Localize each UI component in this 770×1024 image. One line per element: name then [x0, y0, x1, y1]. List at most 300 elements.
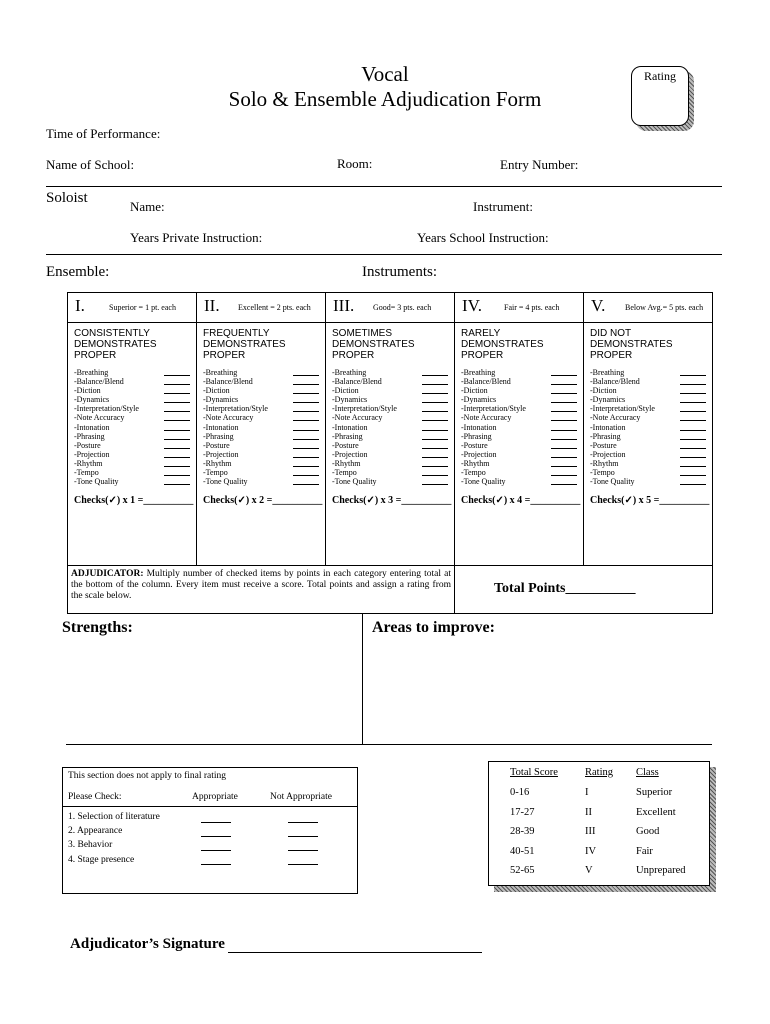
criteria-row — [74, 395, 190, 404]
check-blank[interactable] — [551, 404, 577, 412]
check-blank[interactable] — [164, 404, 190, 412]
check-blank[interactable] — [293, 386, 319, 394]
criteria-row — [590, 441, 706, 450]
room-label: Room: — [337, 156, 373, 171]
criteria-row — [590, 468, 706, 477]
criteria-label: -Dynamics — [590, 395, 626, 405]
check-blank[interactable] — [680, 450, 706, 458]
criteria-row — [461, 413, 577, 422]
scale-cell: Good — [636, 826, 660, 837]
criteria-label: -Note Accuracy — [74, 413, 125, 423]
scale-cell: Fair — [636, 845, 653, 857]
divider — [46, 186, 722, 187]
check-blank[interactable] — [164, 377, 190, 385]
criteria-row — [590, 395, 706, 404]
total-divider — [454, 565, 455, 614]
criteria-label: -Breathing — [203, 368, 238, 377]
criteria-label: -Interpretation/Style — [590, 404, 655, 414]
criteria-label: -Projection — [461, 449, 497, 459]
criteria-label: -Interpretation/Style — [74, 404, 139, 414]
soloist-label: Soloist — [46, 190, 88, 206]
school-name-label: Name of School: — [46, 157, 135, 172]
scale-cell: 28-39 — [510, 826, 535, 837]
check-blank[interactable] — [680, 386, 706, 394]
checks-total-field[interactable]: Checks(✓) x 5 =__________ — [590, 495, 710, 506]
criteria-label: -Tone Quality — [590, 477, 635, 487]
criteria-row — [590, 459, 706, 468]
check-blank[interactable] — [551, 450, 577, 458]
description-line: PROPER — [203, 350, 246, 361]
criteria-label: -Note Accuracy — [332, 413, 383, 423]
criteria-label: -Diction — [461, 386, 488, 396]
criteria-label: -Posture — [203, 440, 230, 450]
description-line: DEMONSTRATES — [332, 339, 415, 350]
criteria-list — [332, 368, 448, 486]
criteria-row — [74, 432, 190, 441]
criteria-label: -Intonation — [332, 422, 368, 432]
criteria-label: -Tempo — [332, 468, 357, 478]
grid-bottom-line — [67, 565, 713, 566]
criteria-row — [74, 459, 190, 468]
criteria-row — [203, 377, 319, 386]
criteria-row — [203, 404, 319, 413]
criteria-row — [203, 459, 319, 468]
criteria-label: -Note Accuracy — [203, 413, 254, 423]
criteria-list — [590, 368, 706, 486]
check-blank[interactable] — [164, 395, 190, 403]
criteria-label: -Tone Quality — [74, 477, 119, 487]
column-description — [203, 328, 286, 361]
divider — [62, 806, 358, 807]
criteria-row — [74, 377, 190, 386]
check-blank[interactable] — [680, 395, 706, 403]
criteria-label: -Phrasing — [74, 431, 105, 441]
check-blank[interactable] — [164, 413, 190, 421]
description-line: DEMONSTRATES — [74, 339, 157, 350]
criteria-row — [461, 468, 577, 477]
criteria-label: -Phrasing — [203, 431, 234, 441]
check-blank[interactable] — [551, 423, 577, 431]
criteria-label: -Projection — [74, 449, 110, 459]
check-blank[interactable] — [551, 368, 577, 376]
check-blank[interactable] — [551, 459, 577, 467]
criteria-row — [332, 423, 448, 432]
criteria-label: -Balance/Blend — [590, 377, 640, 387]
column-points: Excellent = 2 pts. each — [238, 303, 311, 312]
criteria-label: -Phrasing — [461, 431, 492, 441]
checks-total-field[interactable]: Checks(✓) x 2 =__________ — [203, 495, 323, 506]
criteria-row — [203, 386, 319, 395]
instruments-label: Instruments: — [362, 264, 437, 280]
description-line: RARELY — [461, 328, 501, 339]
check-blank[interactable] — [422, 477, 448, 485]
criteria-row — [461, 423, 577, 432]
entry-number-label: Entry Number: — [500, 157, 579, 172]
column-points: Below Avg.= 5 pts. each — [625, 303, 704, 312]
criteria-row — [74, 404, 190, 413]
check-blank[interactable] — [293, 432, 319, 440]
criteria-label: -Dynamics — [203, 395, 239, 405]
check-blank[interactable] — [680, 477, 706, 485]
check-blank[interactable] — [293, 395, 319, 403]
criteria-label: -Breathing — [332, 368, 367, 377]
criteria-row — [332, 377, 448, 386]
check-blank[interactable] — [164, 423, 190, 431]
check-blank[interactable] — [551, 413, 577, 421]
appropriate-blank[interactable] — [201, 836, 231, 837]
criteria-row — [203, 432, 319, 441]
checks-total-field[interactable]: Checks(✓) x 1 =__________ — [74, 495, 194, 506]
column-points: Fair = 4 pts. each — [504, 303, 560, 312]
adjudicator-note: Multiply number of checked items by points in each category entering total at the bottom of the column. Every item must receive a score. Total points and assign a rating from the scale below. — [71, 569, 451, 601]
form-title: Vocal — [361, 62, 409, 86]
check-blank[interactable] — [164, 441, 190, 449]
check-blank[interactable] — [551, 386, 577, 394]
criteria-label: -Posture — [74, 440, 101, 450]
check-blank[interactable] — [293, 477, 319, 485]
scale-cell: 0-16 — [510, 787, 530, 798]
criteria-label: -Interpretation/Style — [332, 404, 397, 414]
criteria-row — [74, 468, 190, 477]
check-blank[interactable] — [551, 477, 577, 485]
scale-header: Total Score — [510, 767, 558, 778]
description-line: PROPER — [590, 350, 633, 361]
criteria-row — [332, 395, 448, 404]
criteria-row — [461, 395, 577, 404]
criteria-label: -Balance/Blend — [332, 377, 382, 387]
scale-cell: II — [585, 806, 592, 818]
check-blank[interactable] — [293, 468, 319, 476]
criteria-row — [461, 441, 577, 450]
column-numeral: IV. — [462, 296, 482, 315]
criteria-row — [461, 404, 577, 413]
column-numeral: V. — [591, 296, 606, 315]
criteria-row — [203, 477, 319, 486]
criteria-label: -Posture — [332, 440, 359, 450]
criteria-label: -Tone Quality — [203, 477, 248, 487]
areas-to-improve-heading: Areas to improve: — [372, 619, 495, 636]
appropriate-blank[interactable] — [201, 864, 231, 865]
check-blank[interactable] — [164, 459, 190, 467]
criteria-label: -Projection — [590, 449, 626, 459]
scale-cell: 40-51 — [510, 845, 535, 857]
criteria-label: -Dynamics — [332, 395, 368, 405]
criteria-row — [461, 377, 577, 386]
column-description — [461, 328, 544, 361]
soloist-name-label: Name: — [130, 199, 165, 214]
criteria-label: -Tone Quality — [332, 477, 377, 487]
signature-line[interactable] — [228, 952, 482, 953]
criteria-row — [590, 413, 706, 422]
criteria-row — [590, 450, 706, 459]
criteria-row — [74, 413, 190, 422]
not-appropriate-blank[interactable] — [288, 850, 318, 851]
checks-total-field[interactable]: Checks(✓) x 4 =__________ — [461, 495, 581, 506]
criteria-row — [332, 404, 448, 413]
criteria-row — [203, 423, 319, 432]
scale-cell: IV — [585, 845, 597, 857]
total-points-field[interactable]: Total Points__________ — [494, 581, 636, 596]
appropriate-header: Appropriate — [192, 792, 238, 802]
scale-cell: III — [585, 826, 596, 837]
check-blank[interactable] — [551, 395, 577, 403]
check-blank[interactable] — [164, 368, 190, 376]
check-blank[interactable] — [293, 404, 319, 412]
criteria-row — [74, 368, 190, 377]
rating-column — [583, 292, 712, 565]
column-numeral: III. — [333, 296, 355, 315]
check-blank[interactable] — [422, 468, 448, 476]
check-blank[interactable] — [293, 441, 319, 449]
criteria-label: -Posture — [590, 440, 617, 450]
description-line: DEMONSTRATES — [590, 339, 673, 350]
criteria-label: -Rhythm — [203, 458, 232, 468]
criteria-row — [203, 450, 319, 459]
description-line: PROPER — [74, 350, 117, 361]
criteria-list — [461, 368, 577, 486]
description-line: DID NOT — [590, 328, 632, 339]
check-blank[interactable] — [422, 459, 448, 467]
check-blank[interactable] — [551, 377, 577, 385]
criteria-row — [332, 413, 448, 422]
check-blank[interactable] — [164, 386, 190, 394]
divider — [46, 254, 722, 255]
criteria-label: -Diction — [590, 386, 617, 396]
criteria-label: -Tempo — [590, 468, 615, 478]
non-rating-note: This section does not apply to final rating — [68, 771, 227, 781]
criteria-row — [332, 368, 448, 377]
scale-cell: I — [585, 787, 589, 798]
check-blank[interactable] — [164, 432, 190, 440]
scale-cell: Excellent — [636, 806, 676, 818]
check-blank[interactable] — [422, 386, 448, 394]
check-blank[interactable] — [293, 459, 319, 467]
criteria-label: -Balance/Blend — [461, 377, 511, 387]
scale-cell: 52-65 — [510, 865, 535, 876]
scale-header: Class — [636, 767, 659, 778]
check-blank[interactable] — [422, 368, 448, 376]
years-school-label: Years School Instruction: — [417, 230, 549, 245]
check-blank[interactable] — [164, 450, 190, 458]
scale-cell: Superior — [636, 787, 673, 798]
check-blank[interactable] — [164, 468, 190, 476]
time-of-performance-label: Time of Performance: — [46, 126, 161, 141]
criteria-row — [203, 413, 319, 422]
criteria-label: -Tempo — [461, 468, 486, 478]
check-blank[interactable] — [680, 368, 706, 376]
description-line: PROPER — [332, 350, 375, 361]
check-blank[interactable] — [680, 432, 706, 440]
not-appropriate-blank[interactable] — [288, 822, 318, 823]
check-blank[interactable] — [422, 441, 448, 449]
instrument-label: Instrument: — [473, 199, 533, 214]
not-appropriate-blank[interactable] — [288, 864, 318, 865]
check-blank[interactable] — [293, 423, 319, 431]
criteria-row — [74, 441, 190, 450]
criteria-row — [203, 441, 319, 450]
check-blank[interactable] — [293, 413, 319, 421]
criteria-row — [461, 368, 577, 377]
criteria-label: -Intonation — [590, 422, 626, 432]
criteria-row — [332, 450, 448, 459]
criteria-label: -Dynamics — [74, 395, 110, 405]
appropriate-blank[interactable] — [201, 822, 231, 823]
criteria-list — [74, 368, 190, 486]
column-description — [590, 328, 673, 361]
criteria-label: -Note Accuracy — [590, 413, 641, 423]
check-blank[interactable] — [293, 368, 319, 376]
check-blank[interactable] — [680, 404, 706, 412]
checks-total-field[interactable]: Checks(✓) x 3 =__________ — [332, 495, 452, 506]
form-subtitle: Solo & Ensemble Adjudication Form — [228, 87, 542, 111]
years-private-label: Years Private Instruction: — [130, 230, 263, 245]
criteria-row — [74, 450, 190, 459]
criteria-row — [74, 477, 190, 486]
criteria-label: -Rhythm — [74, 458, 103, 468]
criteria-label: -Breathing — [74, 368, 109, 377]
strengths-heading: Strengths: — [62, 619, 133, 636]
scale-cell: V — [585, 865, 593, 876]
check-blank[interactable] — [422, 377, 448, 385]
check-blank[interactable] — [680, 377, 706, 385]
item-stage-presence: 4. Stage presence — [68, 855, 135, 865]
criteria-label: -Balance/Blend — [74, 377, 124, 387]
criteria-row — [332, 441, 448, 450]
criteria-row — [461, 432, 577, 441]
criteria-row — [590, 368, 706, 377]
not-appropriate-blank[interactable] — [288, 836, 318, 837]
check-blank[interactable] — [422, 450, 448, 458]
criteria-label: -Rhythm — [461, 458, 490, 468]
criteria-row — [203, 395, 319, 404]
rating-column — [67, 292, 196, 565]
appropriate-blank[interactable] — [201, 850, 231, 851]
check-blank[interactable] — [293, 377, 319, 385]
divider — [66, 744, 712, 745]
criteria-label: -Breathing — [461, 368, 496, 377]
description-line: DEMONSTRATES — [461, 339, 544, 350]
check-blank[interactable] — [422, 423, 448, 431]
column-description — [332, 328, 415, 361]
description-line: FREQUENTLY — [203, 328, 270, 339]
criteria-label: -Note Accuracy — [461, 413, 512, 423]
criteria-row — [332, 432, 448, 441]
criteria-row — [203, 468, 319, 477]
column-points: Superior = 1 pt. each — [109, 303, 176, 312]
column-description — [74, 328, 157, 361]
adjudicator-label: ADJUDICATOR: — [71, 569, 144, 579]
please-check-label: Please Check: — [68, 792, 122, 802]
criteria-row — [590, 386, 706, 395]
adjudicator-instructions — [71, 569, 451, 603]
rating-column — [196, 292, 325, 565]
criteria-label: -Phrasing — [332, 431, 363, 441]
rating-column — [325, 292, 454, 565]
criteria-label: -Projection — [203, 449, 239, 459]
criteria-label: -Interpretation/Style — [461, 404, 526, 414]
scale-cell: Unprepared — [636, 865, 686, 876]
criteria-row — [74, 423, 190, 432]
check-blank[interactable] — [293, 450, 319, 458]
criteria-row — [203, 368, 319, 377]
rating-label: Rating — [644, 69, 676, 83]
signature-label: Adjudicator’s Signature — [70, 936, 225, 952]
criteria-row — [590, 432, 706, 441]
item-appearance: 2. Appearance — [68, 826, 123, 836]
criteria-list — [203, 368, 319, 486]
criteria-row — [590, 477, 706, 486]
check-blank[interactable] — [551, 441, 577, 449]
criteria-label: -Diction — [332, 386, 359, 396]
check-blank[interactable] — [680, 423, 706, 431]
criteria-row — [461, 459, 577, 468]
check-blank[interactable] — [680, 413, 706, 421]
criteria-label: -Balance/Blend — [203, 377, 253, 387]
criteria-label: -Interpretation/Style — [203, 404, 268, 414]
scale-cell: 17-27 — [510, 806, 535, 818]
criteria-label: -Tempo — [203, 468, 228, 478]
column-points: Good= 3 pts. each — [373, 303, 432, 312]
criteria-label: -Intonation — [74, 422, 110, 432]
criteria-label: -Diction — [74, 386, 101, 396]
criteria-row — [461, 450, 577, 459]
criteria-label: -Intonation — [461, 422, 497, 432]
criteria-row — [590, 377, 706, 386]
description-line: DEMONSTRATES — [203, 339, 286, 350]
scale-header: Rating — [585, 767, 613, 778]
check-blank[interactable] — [164, 477, 190, 485]
criteria-label: -Breathing — [590, 368, 625, 377]
criteria-row — [461, 477, 577, 486]
not-appropriate-header: Not Appropriate — [270, 792, 333, 802]
criteria-row — [332, 477, 448, 486]
ensemble-label: Ensemble: — [46, 264, 110, 280]
description-line: CONSISTENTLY — [74, 328, 150, 339]
criteria-label: -Rhythm — [332, 458, 361, 468]
check-blank[interactable] — [422, 432, 448, 440]
check-blank[interactable] — [422, 404, 448, 412]
criteria-label: -Diction — [203, 386, 230, 396]
criteria-label: -Tempo — [74, 468, 99, 478]
column-numeral: I. — [75, 296, 85, 315]
criteria-row — [74, 386, 190, 395]
section-divider — [362, 614, 363, 744]
check-blank[interactable] — [551, 432, 577, 440]
criteria-row — [590, 423, 706, 432]
item-selection-of-literature: 1. Selection of literature — [68, 812, 160, 822]
criteria-label: -Projection — [332, 449, 368, 459]
column-numeral: II. — [204, 296, 220, 315]
description-line: PROPER — [461, 350, 504, 361]
check-blank[interactable] — [680, 441, 706, 449]
criteria-row — [332, 468, 448, 477]
criteria-label: -Tone Quality — [461, 477, 506, 487]
item-behavior: 3. Behavior — [68, 840, 113, 850]
check-blank[interactable] — [551, 468, 577, 476]
criteria-label: -Rhythm — [590, 458, 619, 468]
criteria-row — [590, 404, 706, 413]
description-line: SOMETIMES — [332, 328, 393, 339]
check-blank[interactable] — [422, 395, 448, 403]
rating-column — [454, 292, 583, 565]
criteria-label: -Posture — [461, 440, 488, 450]
criteria-label: -Dynamics — [461, 395, 497, 405]
criteria-row — [461, 386, 577, 395]
check-blank[interactable] — [680, 459, 706, 467]
check-blank[interactable] — [422, 413, 448, 421]
criteria-label: -Intonation — [203, 422, 239, 432]
check-blank[interactable] — [680, 468, 706, 476]
